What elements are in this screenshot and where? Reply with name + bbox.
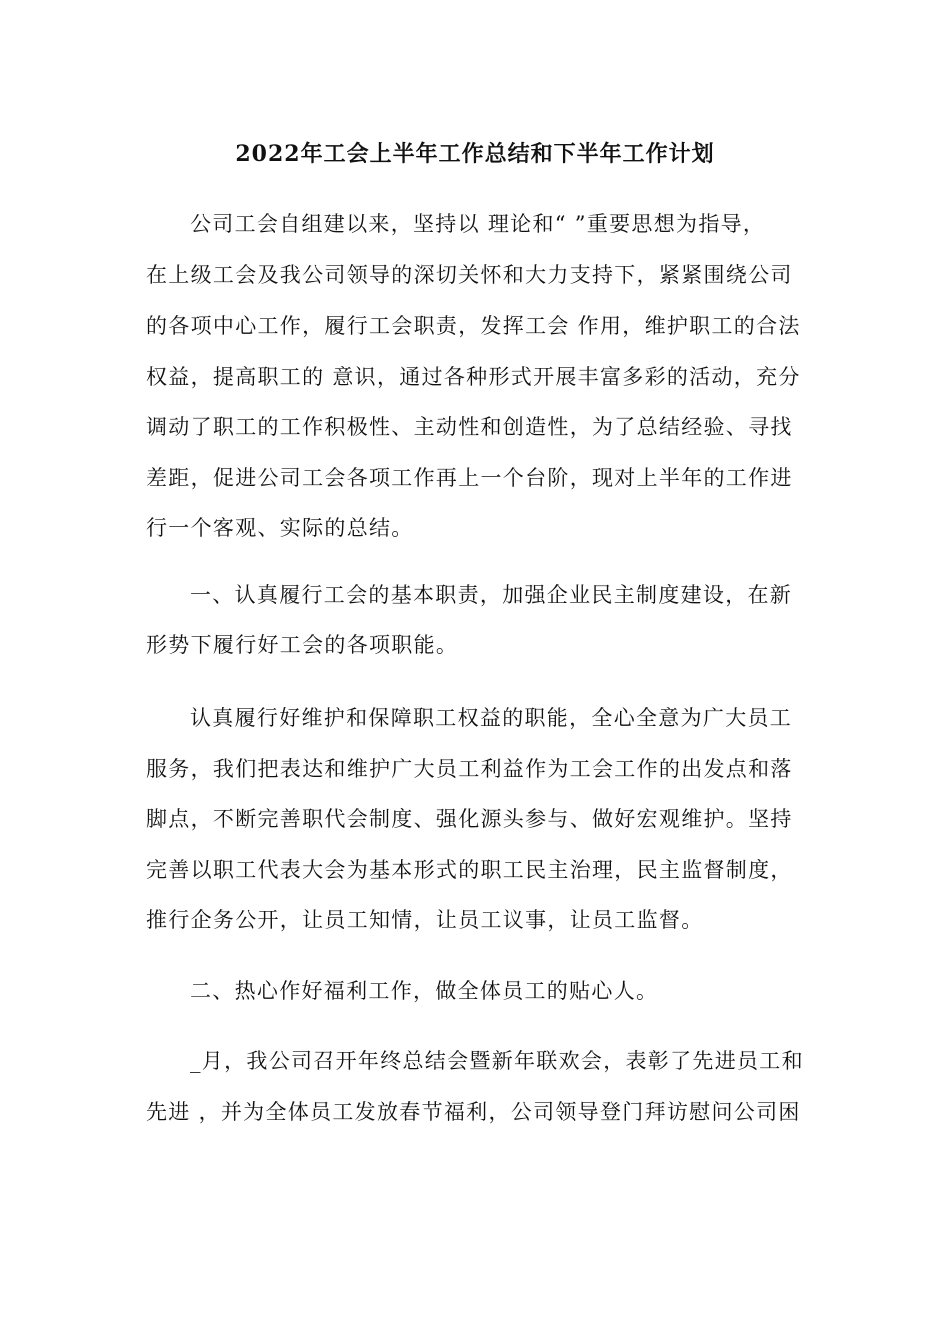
paragraph-line: 的各项中心工作，履行工会职责，发挥工会 作用，维护职工的合法 bbox=[146, 314, 801, 338]
paragraph-line: 行一个客观、实际的总结。 bbox=[146, 516, 414, 540]
paragraph-line: 在上级工会及我公司领导的深切关怀和大力支持下，紧紧围绕公司 bbox=[146, 263, 793, 287]
paragraph-line: 先进 ，并为全体员工发放春节福利，公司领导登门拜访慰问公司困 bbox=[146, 1100, 801, 1124]
section-heading-line: 二、热心作好福利工作，做全体员工的贴心人。 bbox=[190, 979, 659, 1003]
paragraph-line: _月，我公司召开年终总结会暨新年联欢会，表彰了先进员工和 bbox=[190, 1049, 804, 1073]
paragraph-line: 认真履行好维护和保障职工权益的职能，全心全意为广大员工 bbox=[190, 706, 793, 730]
paragraph-line: 服务，我们把表达和维护广大员工利益作为工会工作的出发点和落 bbox=[146, 757, 793, 781]
document-title: 2022年工会上半年工作总结和下半年工作计划 bbox=[235, 141, 715, 167]
paragraph-line: 权益，提高职工的 意识，通过各种形式开展丰富多彩的活动，充分 bbox=[146, 365, 801, 389]
paragraph-line: 完善以职工代表大会为基本形式的职工民主治理，民主监督制度， bbox=[146, 858, 793, 882]
paragraph-line: 差距，促进公司工会各项工作再上一个台阶，现对上半年的工作进 bbox=[146, 466, 793, 490]
section-heading-line: 一、认真履行工会的基本职责，加强企业民主制度建设，在新 bbox=[190, 583, 793, 607]
paragraph-line: 调动了职工的工作积极性、主动性和创造性，为了总结经验、寻找 bbox=[146, 415, 793, 439]
paragraph-line: 公司工会自组建以来，坚持以 理论和“ ”重要思想为指导， bbox=[190, 212, 766, 236]
paragraph-line: 脚点，不断完善职代会制度、强化源头参与、做好宏观维护。坚持 bbox=[146, 807, 793, 831]
paragraph-line: 推行企务公开，让员工知情，让员工议事，让员工监督。 bbox=[146, 908, 704, 932]
section-heading-line: 形势下履行好工会的各项职能。 bbox=[146, 633, 459, 657]
